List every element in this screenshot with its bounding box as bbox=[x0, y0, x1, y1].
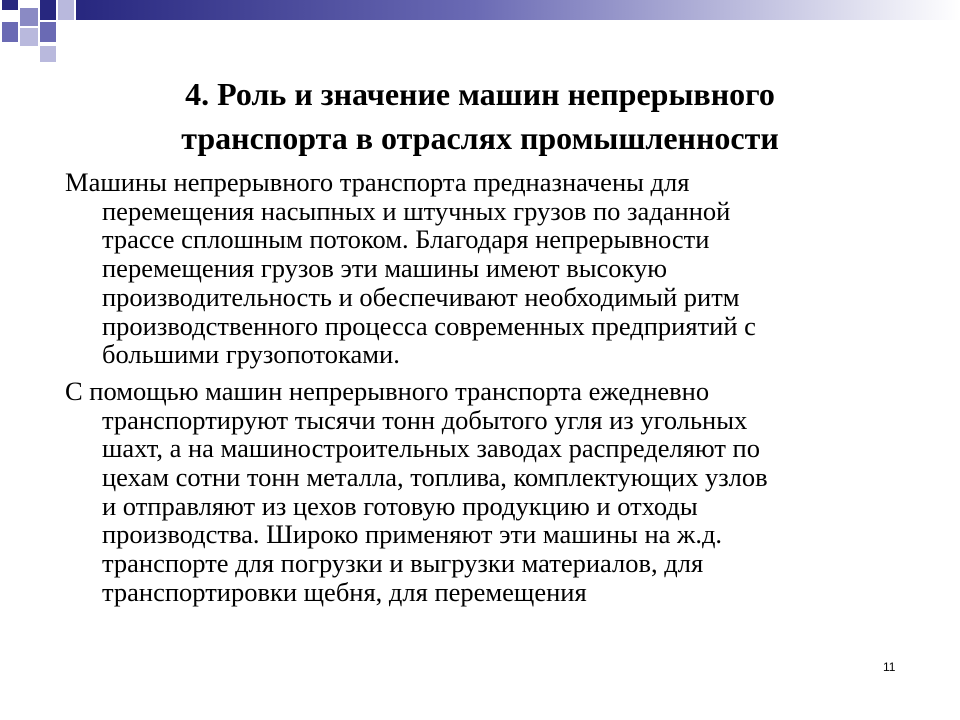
text-line: С помощью машин непрерывного транспорта ежедневно bbox=[65, 375, 710, 406]
text-line: производственного процесса современных предприятий с bbox=[102, 310, 756, 341]
text-line: перемещения грузов эти машины имеют высокую bbox=[102, 253, 668, 284]
text-line: и отправляют из цехов готовую продукцию и отходы bbox=[102, 490, 698, 521]
text-line: производительность и обеспечивают необходимый ритм bbox=[102, 281, 740, 312]
text-line: Машины непрерывного транспорта предназначены для bbox=[65, 167, 690, 197]
text-line: транспортируют тысячи тонн добытого угля из угольных bbox=[102, 404, 748, 435]
slide-body bbox=[65, 168, 925, 615]
text-line: транспорте для погрузки и выгрузки материалов, для bbox=[102, 548, 704, 579]
page-number: 11 bbox=[883, 660, 896, 674]
slide-title-line: транспорта в отраслях промышленности bbox=[181, 120, 779, 156]
text-line: шахт, а на машиностроительных заводах распределяют по bbox=[102, 433, 760, 464]
text-line: производства. Широко применяют эти машины на ж.д. bbox=[102, 519, 723, 550]
text-line: большими грузопотоками. bbox=[102, 339, 400, 370]
slide-title bbox=[40, 72, 920, 160]
text-line: трассе сплошным потоком. Благодаря непрерывности bbox=[102, 224, 710, 255]
text-line: транспортировки щебня, для перемещения bbox=[102, 576, 587, 607]
header-decoration bbox=[0, 0, 960, 70]
header-gradient-band bbox=[76, 0, 960, 20]
paragraph-2 bbox=[65, 377, 925, 607]
text-line: перемещения насыпных и штучных грузов по заданной bbox=[102, 195, 731, 226]
slide-title-line: 4. Роль и значение машин непрерывного bbox=[185, 76, 775, 112]
text-line: цехам сотни тонн металла, топлива, комплектующих узлов bbox=[102, 462, 768, 493]
paragraph-1 bbox=[65, 168, 925, 369]
header-squares-pattern bbox=[2, 0, 74, 62]
